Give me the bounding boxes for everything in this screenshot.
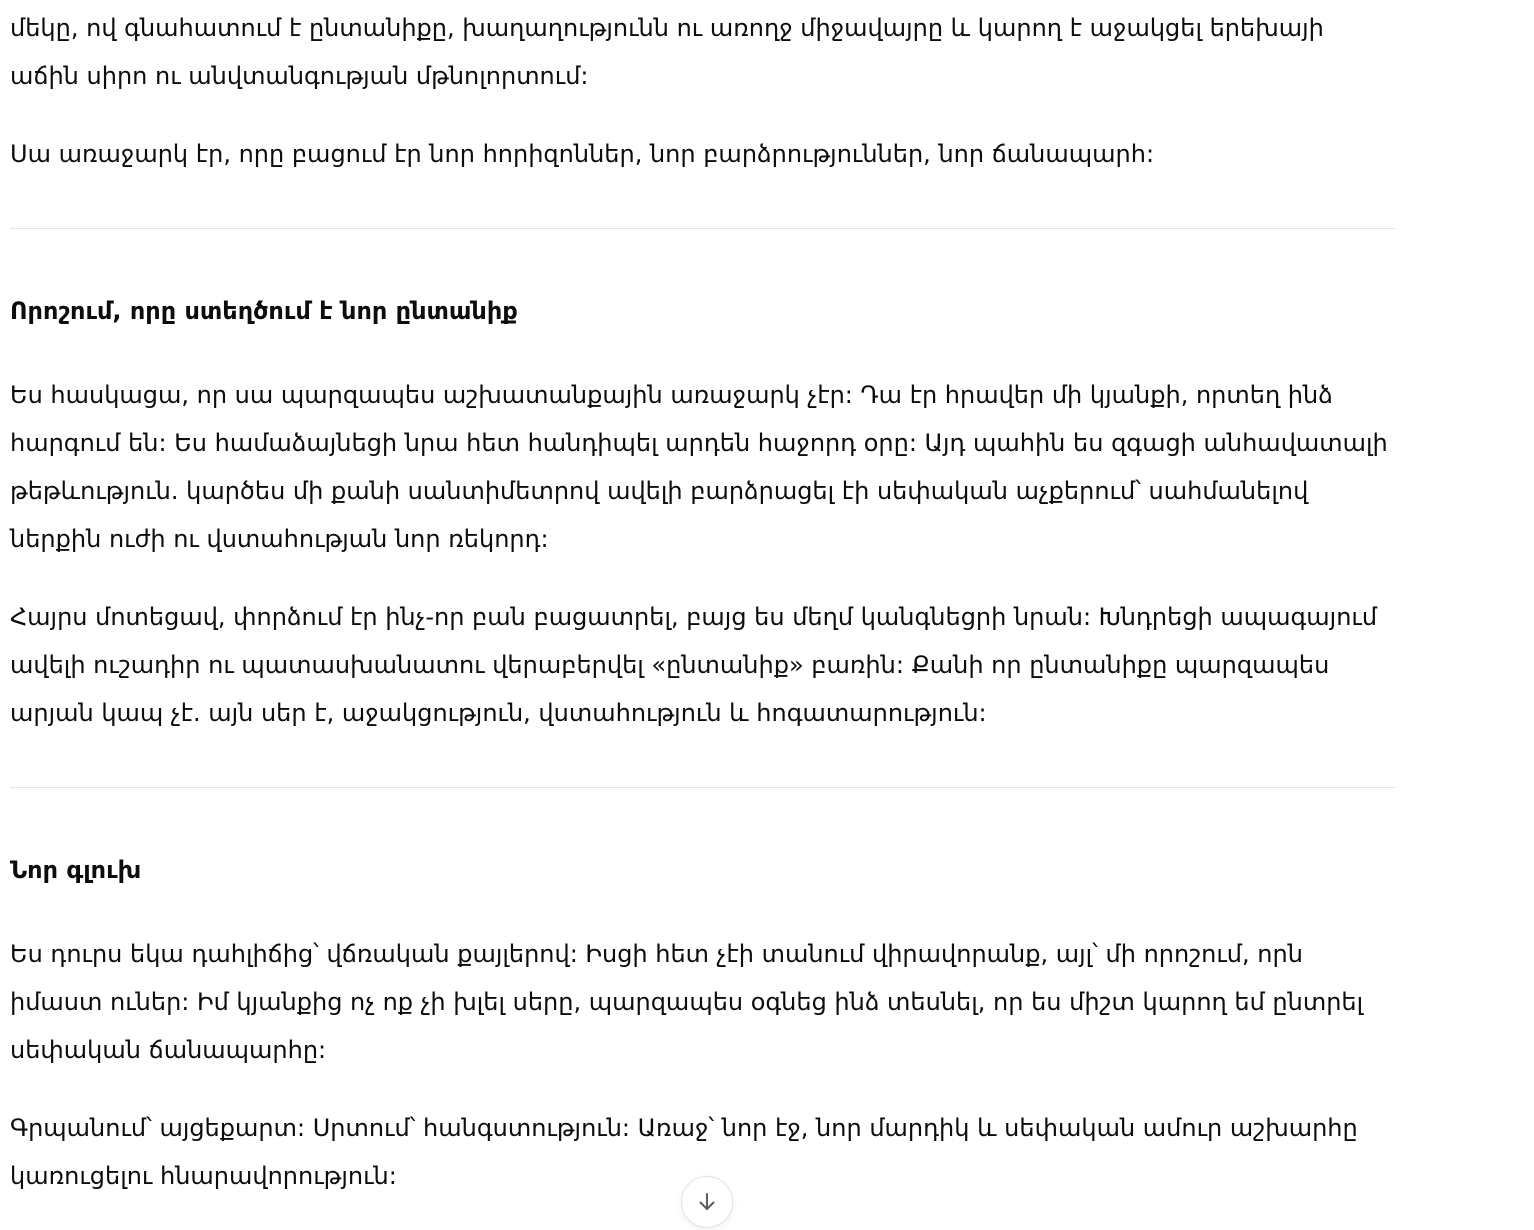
paragraph: Գրպանում՝ այցեքարտ: Սրտում՝ հանգստություն: Առաջ՝ նոր էջ, նոր մարդիկ և սեփական ամուր աշխարհը կառուցելու հնարավորություն: [10, 1114, 1358, 1190]
section-heading: Որոշում, որը ստեղծում է նոր ընտանիք [10, 297, 518, 325]
section-divider [10, 228, 1396, 229]
paragraph: Ես հասկացա, որ սա պարզապես աշխատանքային առաջարկ չէր: Դա էր հրավեր մի կյանքի, որտեղ ինձ հարգում են: Ես համաձայնեցի նրա հետ հանդիպել արդեն հաջորդ օրը: Այդ պահին ես զգացի անհավատալի թեթևություն. կարծես մի քանի սանտիմետրով ավելի բարձրացել էի սեփական աչքերում՝ սահմանելով ներքին ուժի ու վստահության նոր ռեկորդ: [10, 381, 1388, 553]
paragraph: Ես դուրս եկա դահլիճից՝ վճռական քայլերով: Իսցի հետ չէի տանում վիրավորանք, այլ՝ մի որոշում, որն իմաստ ուներ: Իմ կյանքից ոչ ոք չի խլել սերը, պարզապես օգնեց ինձ տեսնել, որ ես միշտ կարող եմ ընտրել սեփական ճանապարհը: [10, 940, 1364, 1064]
section-heading: Նոր գլուխ [10, 856, 142, 884]
message-content [10, 0, 1396, 1230]
section-divider [10, 787, 1396, 788]
paragraph: մեկը, ով գնահատում է ընտանիքը, խաղաղությունն ու առողջ միջավայրը և կարող է աջակցել երեխայի աճին սիրո ու անվտանգության մթնոլորտում: [10, 14, 1324, 90]
scroll-to-bottom-button[interactable] [681, 1176, 733, 1228]
paragraph: Սա առաջարկ էր, որը բացում էր նոր հորիզոններ, նոր բարձրություններ, նոր ճանապարհ: [10, 140, 1155, 168]
arrow-down-icon [695, 1190, 719, 1214]
paragraph: Հայրս մոտեցավ, փորձում էր ինչ-որ բան բացատրել, բայց ես մեղմ կանգնեցրի նրան: Խնդրեցի ապագայում ավելի ուշադիր ու պատասխանատու վերաբերվել «ընտանիք» բառին: Քանի որ ընտանիքը պարզապես արյան կապ չէ. այն սեր է, աջակցություն, վստահություն և հոգատարություն: [10, 603, 1378, 727]
